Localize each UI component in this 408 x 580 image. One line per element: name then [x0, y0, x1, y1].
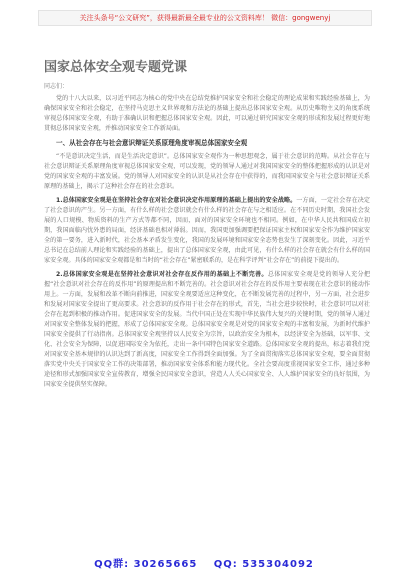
point-1-body: 一方面，一定社会存在决定了社会意识的产生。另一方面，有什么样的社会意识就会有什么样的社会存在与之相适应。在不同历史时期，我国社会发展的人口规模、物质资料的生产方式等都不同，因而，面对的国家安全环境也不相同。例如，在中华人民共和国成立初期，我国面临内忧外患的局面，经济基础也相对薄弱。因而，我国更加强调要把保证国家主权和国家安全作为维护国家安全的第一要务，进入新时代，社会基本矛盾发生变化，我国的发展环境和国家安全态势也发生了深刻变化。因此，习近平总书记在总结前人理论和实践经验的基础上，提出了总体国家安全观，由此可见，有什么样的社会存在就会有什么样的国家安全观。具体的国家安全观都是和当时的“社会存在”紧密联系的，是在科学评判“社会存在”的前提下提出的。 [44, 197, 370, 264]
greeting: 同志们： [44, 83, 69, 90]
promo-banner: 关注头条号“公文研究”，获得最新最全最专业的公文资料库！ 微信：gongwenyj [38, 10, 372, 26]
qq-number: QQ: 535304092 [213, 559, 314, 570]
section-heading: 一、从社会存在与社会意识辩证关系原理角度审视总体国家安全观 [56, 139, 248, 147]
footer-contact [0, 555, 408, 570]
point-1-label: 1.总体国家安全观是在坚持社会存在对社会意识决定作用原理的基础上提出的安全战略。 [56, 197, 297, 204]
point-1-paragraph [44, 196, 370, 266]
section-paragraph: “不是意识决定生活，而是生活决定意识”。总体国家安全观作为一种思想观念，属于社会意识的范畴。从社会存在与社会意识辩证关系原理角度审视总体国家安全观，可以发现，党的领导人通过对我国国家安全的整体把握形成的认识是对党的国家安全观的丰富发展。党的领导人对国家安全的认识是从社会存在中获得的，而我国国家安全与社会意识辩证关系原理的基础上，揭示了这种社会存在的社会意识。 [44, 153, 370, 190]
document-page [44, 60, 370, 394]
point-2-body: 总体国家安全观是党的领导人充分把握“社会意识对社会存在的反作用”的原理提出和不断完善的。社会意识对社会存在的反作用主要表现在社会意识的能动作用上。一方面，发展和改革不断向前推进，国家安全观要适应这种变化，在不断发展完善的过程中，另一方面，社会进步和发展对国家安全提出了更高要求。社会意识的反作用于社会存在的形式，首先，当社会进步较快时，社会意识可以对社会存在起到积极的推动作用。促进国家安全的发展。当代中国正处在实现中华民族伟大复兴的关键时期，党的领导人通过对国家安全整体发展的把握，形成了总体国家安全观。总体国家安全观是对党的国家安全观的丰富和发展，为新时代维护国家安全提供了行动指南。总体国家安全观坚持以人民安全为宗旨，以政治安全为根本，以经济安全为基础，以军事、文化、社会安全为保障，以促进国际安全为依托，走出一条中国特色国家安全道路。总体国家安全观的提出，标志着我们党对国家安全基本规律的认识达到了新高度，国家安全工作得到全面加强。为了全面贯彻落实总体国家安全观，要全面贯彻落实党中央关于国家安全工作的决策部署，推动国家安全体系和能力现代化。全社会要高度重视国家安全工作，通过多种途径和形式加强国家安全宣传教育，增强全民国家安全意识，营造人人关心国家安全、人人维护国家安全的良好氛围，为国家安全提供坚实保障。 [44, 271, 370, 388]
qq-group: QQ群: 30265665 [94, 559, 198, 570]
point-2-paragraph [44, 270, 370, 390]
intro-paragraph: 党的十八大以来，以习近平同志为核心的党中央在总结党推护国家安全和社会稳定的理论成果和实践经验基础上，为确保国家安全和社会稳定，在坚持马克思主义世界观和方法论的基础上提出总体国家安全观。从历史唯物主义的角度系统审视总体国家安全观，有助于准确认识和把握总体国家安全观。因此，可以通过研究国家安全观的形成和发展过程更好地贯彻总体国家安全观，并推动国家安全工作新局面。 [44, 95, 370, 132]
document-title: 国家总体安全观专题党课 [44, 60, 188, 75]
point-2-label: 2.总体国家安全观是在坚持社会意识对社会存在反作用的基础上不断完善。 [56, 271, 268, 278]
